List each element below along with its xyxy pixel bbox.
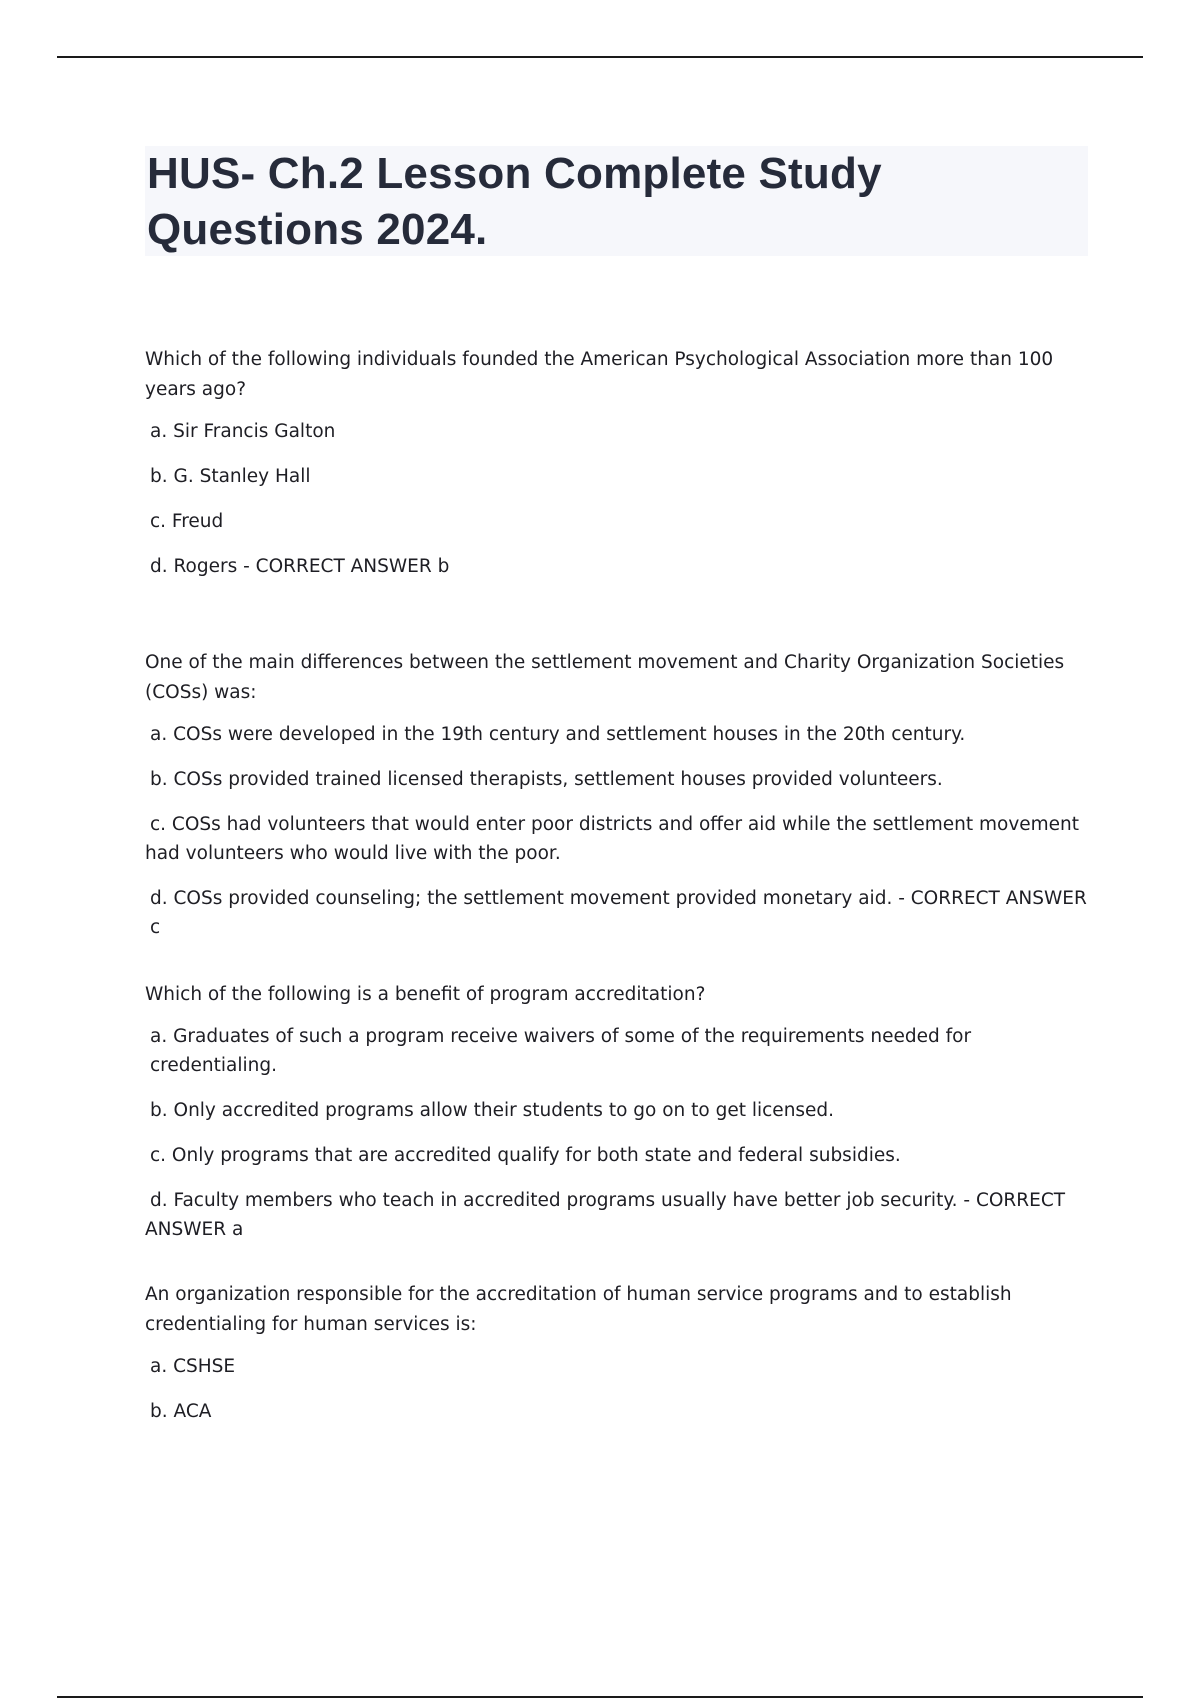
question-3 [145, 980, 1090, 1260]
answer-option-a: a. CSHSE [150, 1356, 236, 1377]
answer-option-d: d. Faculty members who teach in accredited programs usually have better job security. - CORRECT ANSWER a [145, 1190, 1066, 1240]
answer-option-a: a. COSs were developed in the 19th century and settlement houses in the 20th century. [150, 724, 966, 745]
answer-option-a: a. Sir Francis Galton [150, 421, 336, 442]
answer-option-d: d. COSs provided counseling; the settlement movement provided monetary aid. - CORRECT ANSWER c [150, 888, 1087, 938]
top-rule [57, 56, 1143, 58]
answer-option-b: b. ACA [150, 1401, 212, 1422]
question-2 [145, 648, 1090, 958]
answer-option-a: a. Graduates of such a program receive waivers of some of the requirements needed for credentialing. [150, 1026, 972, 1076]
question-4 [145, 1280, 1090, 1442]
question-stem: Which of the following is a benefit of program accreditation? [145, 984, 706, 1005]
answer-option-b: b. Only accredited programs allow their students to go on to get licensed. [150, 1100, 835, 1121]
answer-option-d: d. Rogers - CORRECT ANSWER b [150, 556, 450, 577]
answer-option-c: c. COSs had volunteers that would enter poor districts and offer aid while the settlement movement had volunteers who would live with the poor. [145, 814, 1080, 864]
answer-option-c: c. Only programs that are accredited qualify for both state and federal subsidies. [150, 1145, 901, 1166]
question-stem: Which of the following individuals founded the American Psychological Association more than 100 years ago? [145, 349, 1054, 400]
answer-option-c: c. Freud [150, 511, 224, 532]
bottom-rule [57, 1696, 1143, 1698]
title-banner [145, 146, 1088, 256]
answer-option-b: b. G. Stanley Hall [150, 466, 311, 487]
question-stem: An organization responsible for the accreditation of human service programs and to establish credentialing for human services is: [145, 1284, 1012, 1335]
question-1 [145, 345, 1090, 597]
page-title: HUS- Ch.2 Lesson Complete Study Questions 2024. [147, 149, 882, 254]
answer-option-b: b. COSs provided trained licensed therapists, settlement houses provided volunteers. [150, 769, 943, 790]
question-stem: One of the main differences between the settlement movement and Charity Organization Societies (COSs) was: [145, 652, 1065, 703]
